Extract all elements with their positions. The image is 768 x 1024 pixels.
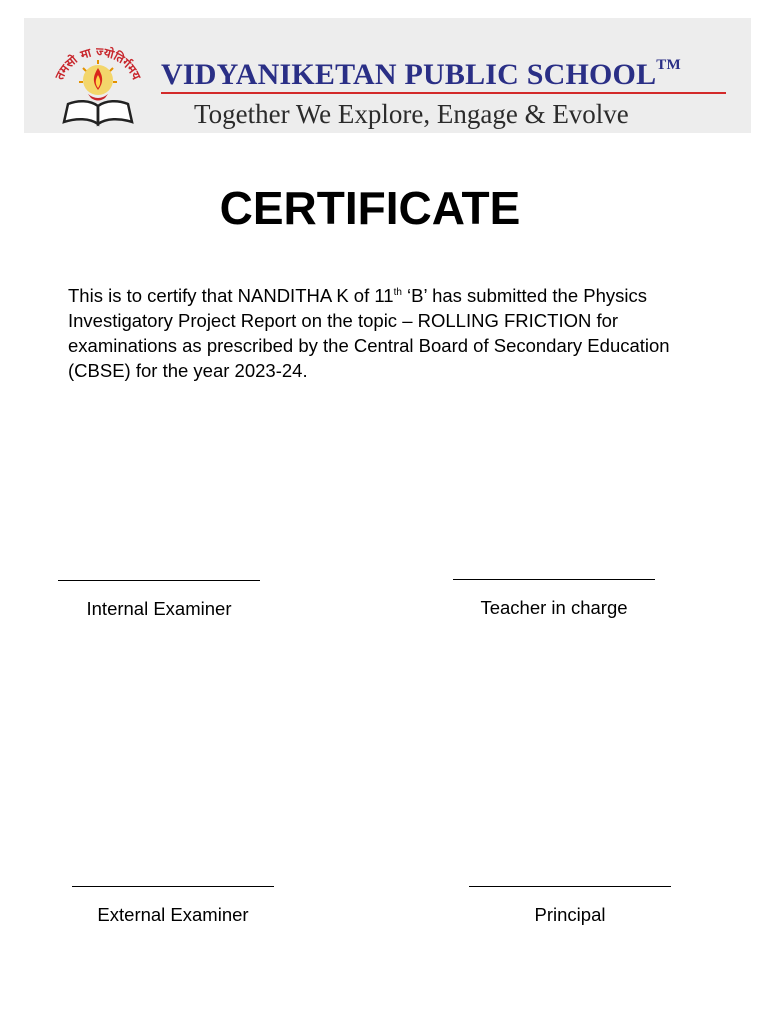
signature-label: External Examiner xyxy=(97,904,249,925)
signature-label: Teacher in charge xyxy=(480,597,628,618)
certificate-body: This is to certify that NANDITHA K of 11th ‘B’ has submitted the Physics Investigatory Project Report on the topic – ROLLING FRICTION for examinations as prescribed by the Central Board of Secondary Education (CBSE) for the year 2023-24. xyxy=(68,285,670,382)
open-book-icon xyxy=(64,101,132,124)
teacher-in-charge-signature xyxy=(449,579,659,620)
trademark-mark: TM xyxy=(656,57,681,73)
lamp-flame-icon xyxy=(79,60,117,101)
certificate-title: CERTIFICATE xyxy=(219,182,521,234)
school-logo xyxy=(50,32,146,132)
signature-label: Principal xyxy=(534,904,606,925)
signature-line xyxy=(72,886,274,887)
signature-line xyxy=(469,886,671,887)
internal-examiner-signature xyxy=(54,580,264,621)
signature-label: Internal Examiner xyxy=(86,598,232,619)
signature-line xyxy=(453,579,655,580)
principal-signature xyxy=(465,886,675,927)
school-header-banner xyxy=(24,18,751,133)
school-tagline: Together We Explore, Engage & Evolve xyxy=(194,99,629,129)
external-examiner-signature xyxy=(68,886,278,927)
header-divider xyxy=(161,92,726,94)
signature-line xyxy=(58,580,260,581)
school-name: VIDYANIKETAN PUBLIC SCHOOL™ xyxy=(161,57,681,91)
logo-motto-text: तमसो मा ज्योतिर्गमय xyxy=(52,44,144,82)
